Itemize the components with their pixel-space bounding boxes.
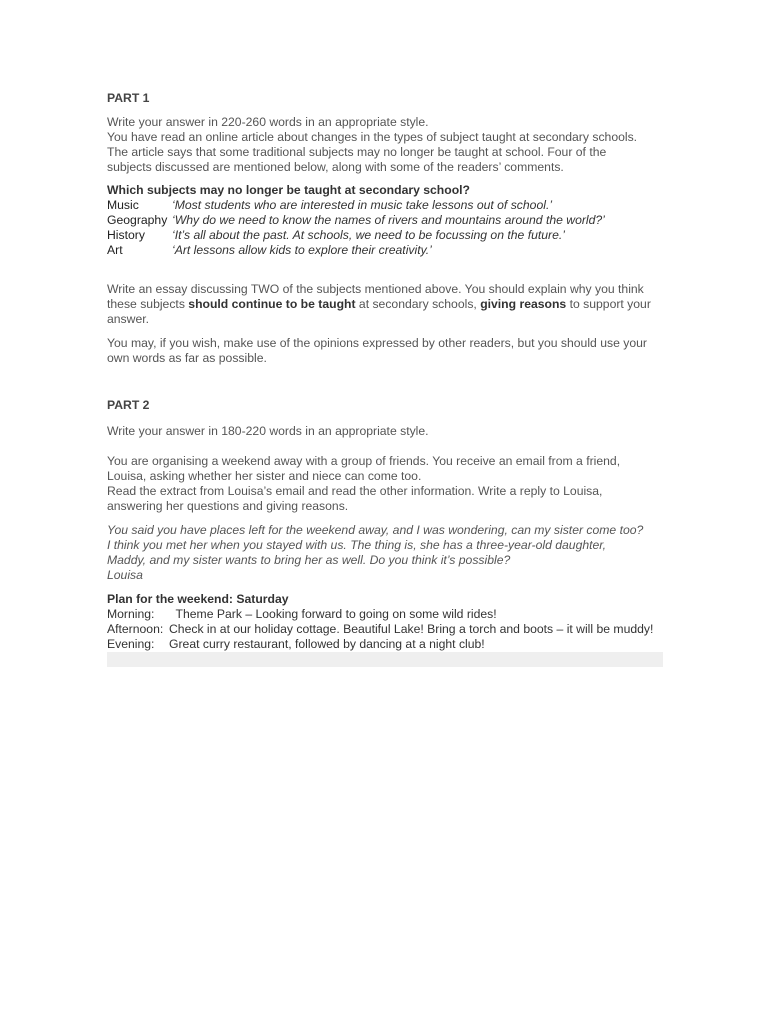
subject-row	[107, 198, 663, 213]
essay-task	[107, 282, 663, 327]
subject-name: History	[107, 228, 145, 242]
part2-scenario	[107, 454, 663, 514]
scenario-line: answering her questions and giving reasons.	[107, 499, 349, 513]
part1-intro	[107, 115, 663, 175]
intro-line: You have read an online article about changes in the types of subject taught at secondary schools.	[107, 130, 638, 144]
plan-row	[107, 622, 663, 637]
subject-name: Music	[107, 198, 139, 212]
opinion-note: You may, if you wish, make use of the opinions expressed by other readers, but you should use your own words as far as possible.	[107, 336, 647, 365]
plan-activity: Theme Park – Looking forward to going on some wild rides!	[169, 607, 497, 621]
plan-row	[107, 637, 663, 652]
task-emphasis: giving reasons	[480, 297, 567, 311]
task-emphasis: should continue to be taught	[188, 297, 356, 311]
plan-row	[107, 607, 663, 622]
email-line: Maddy, and my sister wants to bring her as well. Do you think it’s possible?	[107, 553, 511, 567]
subjects-list	[107, 198, 663, 258]
task-text: to support your answer.	[107, 297, 651, 326]
part2-word-count: Write your answer in 180-220 words in an appropriate style.	[107, 424, 429, 438]
plan-time: Evening:	[107, 637, 155, 651]
scenario-line: Louisa, asking whether her sister and niece can come too.	[107, 469, 422, 483]
email-line: You said you have places left for the weekend away, and I was wondering, can my sister come too?	[107, 523, 644, 537]
intro-line: Write your answer in 220-260 words in an appropriate style.	[107, 115, 429, 129]
document-page	[107, 91, 663, 667]
plan-time: Afternoon:	[107, 622, 164, 636]
subject-comment: ‘Most students who are interested in music take lessons out of school.’	[172, 198, 553, 212]
part1-heading: PART 1	[107, 91, 150, 105]
subject-comment: ‘It’s all about the past. At schools, we need to be focussing on the future.’	[172, 228, 565, 242]
task-text: at secondary schools,	[355, 297, 481, 311]
scenario-line: You are organising a weekend away with a group of friends. You receive an email from a friend,	[107, 454, 621, 468]
email-extract	[107, 523, 663, 583]
subjects-question: Which subjects may no longer be taught at secondary school?	[107, 183, 470, 197]
subject-comment: ‘Art lessons allow kids to explore their creativity.’	[172, 243, 432, 257]
email-line: I think you met her when you stayed with us. The thing is, she has a three-year-old daughter,	[107, 538, 607, 552]
table-empty-row	[107, 652, 663, 667]
intro-line: The article says that some traditional subjects may no longer be taught at school. Four of the	[107, 145, 607, 159]
subject-row	[107, 243, 663, 258]
plan-table	[107, 607, 663, 667]
scenario-line: Read the extract from Louisa’s email and read the other information. Write a reply to Louisa,	[107, 484, 603, 498]
part2-heading: PART 2	[107, 398, 150, 412]
subject-row	[107, 213, 663, 228]
task-text: Write an essay discussing TWO of the subjects mentioned above. You should explain why you think these subjects	[107, 282, 644, 311]
plan-time: Morning:	[107, 607, 155, 621]
intro-line: subjects discussed are mentioned below, along with some of the readers’ comments.	[107, 160, 564, 174]
subject-name: Geography	[107, 213, 168, 227]
plan-activity: Great curry restaurant, followed by dancing at a night club!	[169, 637, 485, 651]
plan-activity: Check in at our holiday cottage. Beautiful Lake! Bring a torch and boots – it will be muddy!	[169, 622, 654, 636]
plan-title: Plan for the weekend: Saturday	[107, 592, 289, 606]
subject-name: Art	[107, 243, 123, 257]
email-signature: Louisa	[107, 568, 143, 582]
subject-comment: ‘Why do we need to know the names of rivers and mountains around the world?’	[172, 213, 605, 227]
subject-row	[107, 228, 663, 243]
